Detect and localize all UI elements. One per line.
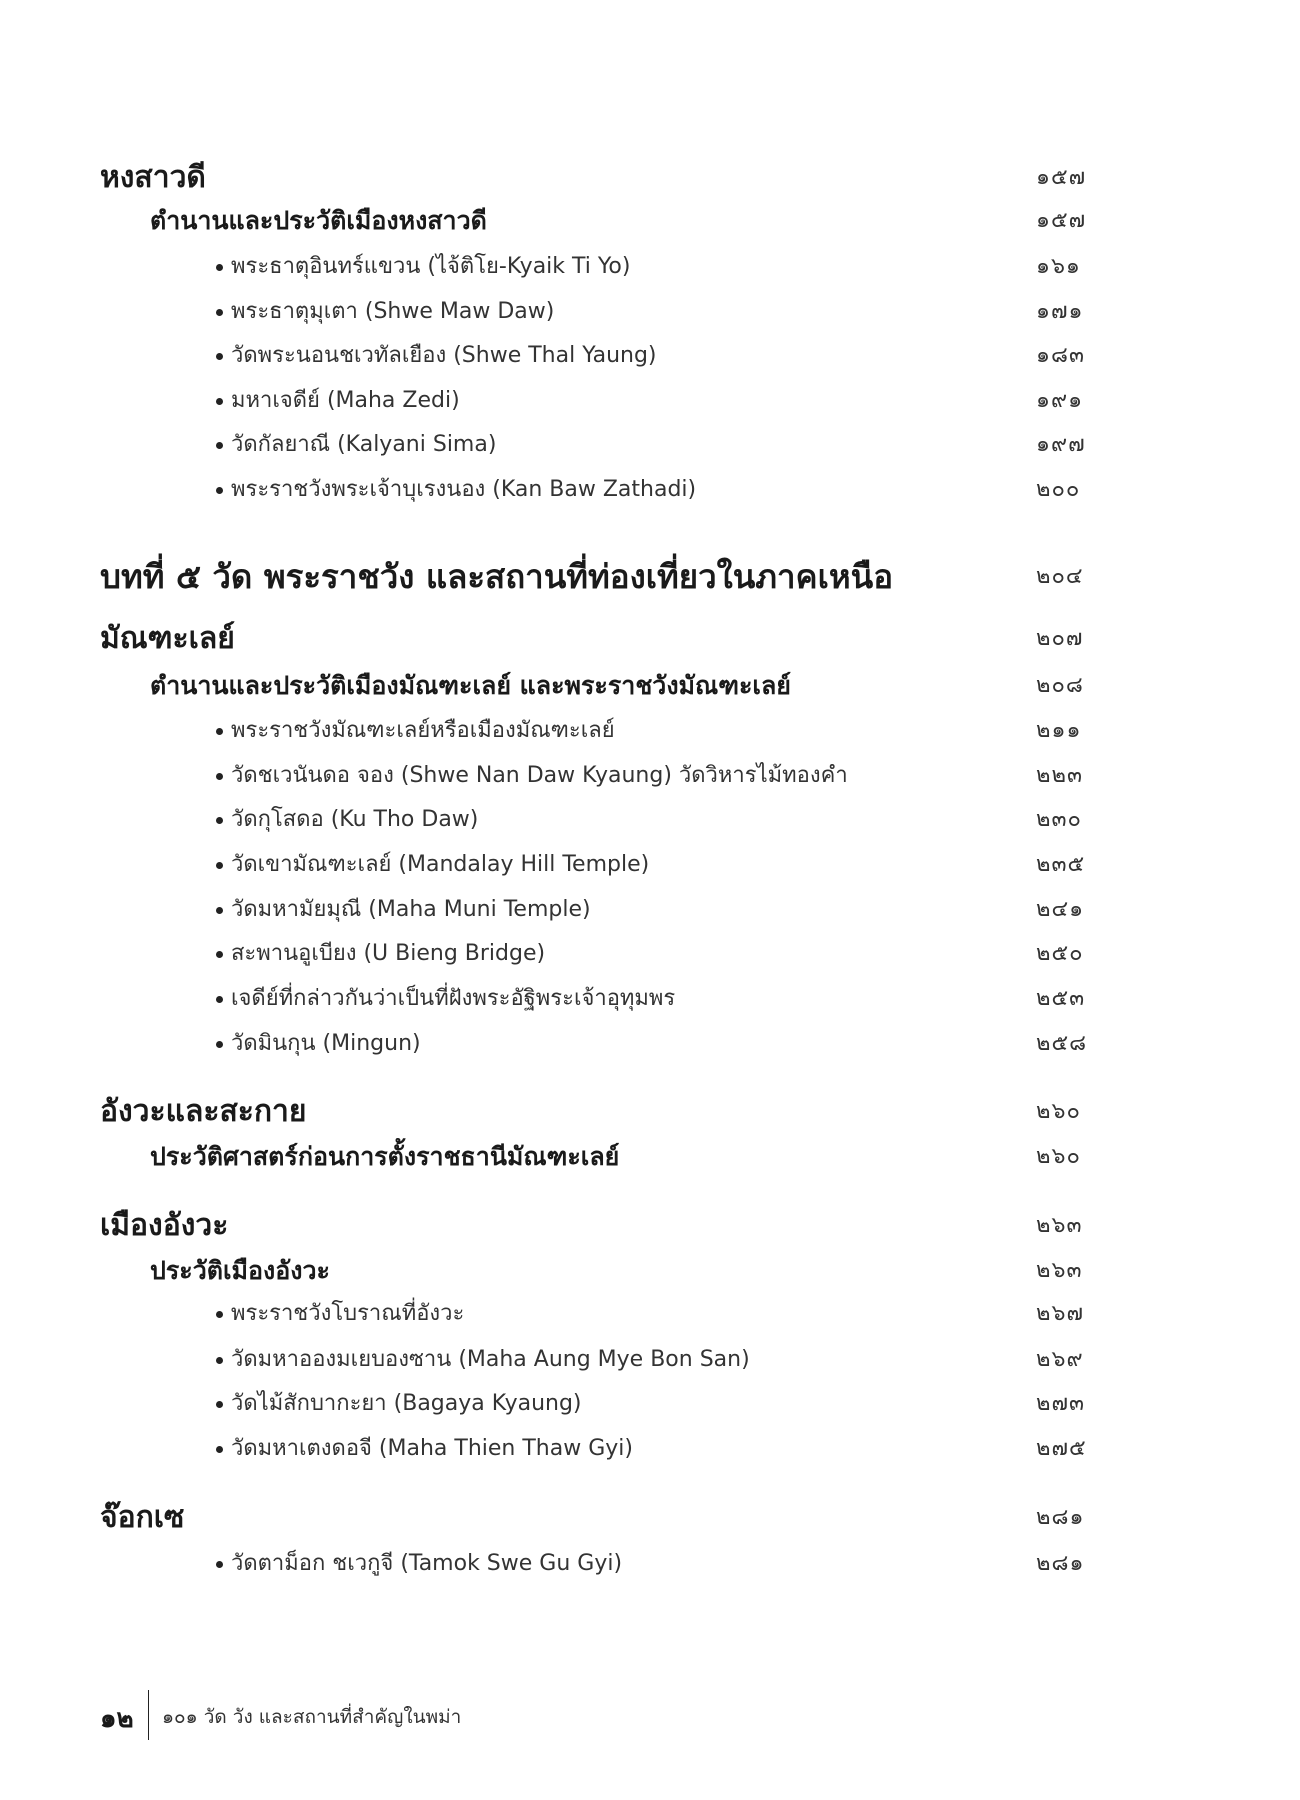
toc-entry-page: ๒๖๐: [1036, 1099, 1081, 1124]
toc-entry-title: มัณฑะเลย์: [100, 621, 235, 656]
toc-entry-page: ๒๓๕: [1036, 852, 1086, 877]
toc-item: [0, 979, 1300, 1019]
toc-entry-title: วัดตาม็อก ชเวกูจี (Tamok Swe Gu Gyi): [216, 1544, 622, 1584]
toc-item: [0, 1340, 1300, 1380]
toc-entry-title: พระธาตุมุเตา (Shwe Maw Daw): [216, 292, 554, 332]
toc-item: [0, 292, 1300, 332]
toc-entry-page: ๒๐๘: [1036, 673, 1084, 698]
toc-section: [0, 1092, 1300, 1132]
toc-entry-page: ๑๕๗: [1036, 208, 1087, 233]
toc-entry-page: ๒๖๗: [1036, 1301, 1085, 1326]
toc-entry-title: สะพานอูเบียง (U Bieng Bridge): [216, 934, 545, 974]
toc-entry-page: ๒๖๐: [1036, 1144, 1081, 1169]
toc-entry-title: บทที่ ๕ วัด พระราชวัง และสถานที่ท่องเที่ยวในภาคเหนือ: [100, 557, 894, 596]
toc-section: [0, 1206, 1300, 1246]
book-title: ๑๐๑ วัด วัง และสถานที่สำคัญในพม่า: [162, 1706, 462, 1728]
toc-item: [0, 934, 1300, 974]
toc-entry-title: วัดชเวนันดอ จอง (Shwe Nan Daw Kyaung) วัดวิหารไม้ทองคำ: [216, 756, 848, 796]
toc-entry-title: วัดกัลยาณี (Kalyani Sima): [216, 425, 496, 465]
toc-entry-title: วัดมหาอองมเยบองซาน (Maha Aung Mye Bon San): [216, 1340, 750, 1380]
toc-section: [0, 619, 1300, 659]
toc-section: [0, 158, 1300, 198]
toc-item: [0, 890, 1300, 930]
toc-item: [0, 711, 1300, 751]
toc-entry-title: ตำนานและประวัติเมืองมัณฑะเลย์ และพระราชวังมัณฑะเลย์: [150, 671, 791, 700]
toc-entry-title: วัดเขามัณฑะเลย์ (Mandalay Hill Temple): [216, 845, 649, 885]
toc-item: [0, 470, 1300, 510]
toc-entry-title: มหาเจดีย์ (Maha Zedi): [216, 381, 460, 421]
toc-entry-page: ๑๕๗: [1036, 165, 1087, 190]
toc-entry-title: ประวัติศาสตร์ก่อนการตั้งราชธานีมัณฑะเลย์: [150, 1142, 620, 1171]
toc-entry-page: ๒๐๗: [1036, 626, 1084, 651]
toc-item: [0, 1024, 1300, 1064]
toc-entry-title: วัดพระนอนชเวทัลเยือง (Shwe Thal Yaung): [216, 336, 657, 376]
toc-item: [0, 1429, 1300, 1469]
toc-item: [0, 1294, 1300, 1334]
toc-entry-title: ประวัติเมืองอังวะ: [150, 1256, 330, 1285]
toc-item: [0, 381, 1300, 421]
toc-entry-title: เจดีย์ที่กล่าวกันว่าเป็นที่ฝังพระอัฐิพระเจ้าอุทุมพร: [216, 979, 675, 1019]
toc-entry-page: ๒๐๔: [1036, 564, 1084, 589]
toc-item: [0, 1384, 1300, 1424]
toc-entry-page: ๒๖๓: [1036, 1213, 1083, 1238]
toc-entry-page: ๒๕๘: [1036, 1031, 1088, 1056]
toc-entry-title: วัดมหาเตงดอจี (Maha Thien Thaw Gyi): [216, 1429, 633, 1469]
toc-entry-page: ๑๖๑: [1036, 254, 1081, 279]
toc-entry-page: ๒๔๑: [1036, 897, 1085, 922]
toc-entry-page: ๑๗๑: [1036, 299, 1084, 324]
toc-entry-page: ๒๕๐: [1036, 941, 1084, 966]
toc-chapter: [0, 557, 1300, 597]
toc-entry-page: ๑๙๑: [1036, 388, 1084, 413]
toc-entry-page: ๒๖๙: [1036, 1347, 1084, 1372]
toc-entry-title: หงสาวดี: [100, 160, 206, 195]
toc-entry-title: วัดไม้สักบากะยา (Bagaya Kyaung): [216, 1384, 582, 1424]
toc-entry-page: ๒๘๑: [1036, 1551, 1085, 1576]
toc-item: [0, 756, 1300, 796]
toc-entry-page: ๒๑๑: [1036, 718, 1082, 743]
toc-entry-title: พระธาตุอินทร์แขวน (ไจ้ติโย-Kyaik Ti Yo): [216, 247, 630, 287]
toc-entry-title: อังวะและสะกาย: [100, 1094, 307, 1129]
toc-section: [0, 1498, 1300, 1538]
toc-entry-page: ๒๖๓: [1036, 1258, 1083, 1283]
toc-entry-page: ๑๙๗: [1036, 432, 1086, 457]
toc-entry-page: ๒๒๓: [1036, 763, 1084, 788]
toc-entry-title: วัดกุโสดอ (Ku Tho Daw): [216, 800, 478, 840]
toc-entry-title: พระราชวังโบราณที่อังวะ: [216, 1294, 464, 1334]
toc-entry-page: ๒๓๐: [1036, 807, 1082, 832]
toc-item: [0, 1544, 1300, 1584]
toc-item: [0, 425, 1300, 465]
toc-subsection: [0, 666, 1300, 706]
toc-subsection: [0, 201, 1300, 241]
toc-entry-page: ๒๗๕: [1036, 1436, 1087, 1461]
toc-entry-page: ๒๘๑: [1036, 1505, 1085, 1530]
toc-entry-title: วัดมินกุน (Mingun): [216, 1024, 421, 1064]
toc-entry-page: ๒๕๓: [1036, 986, 1086, 1011]
toc-entry-title: พระราชวังพระเจ้าบุเรงนอง (Kan Baw Zathadi): [216, 470, 696, 510]
toc-item: [0, 247, 1300, 287]
toc-item: [0, 800, 1300, 840]
toc-entry-page: ๑๘๓: [1036, 343, 1085, 368]
toc-entry-page: ๒๗๓: [1036, 1391, 1086, 1416]
toc-entry-title: จ๊อกเซ: [100, 1500, 185, 1535]
page-number: ๑๒: [100, 1704, 134, 1734]
toc-item: [0, 845, 1300, 885]
toc-entry-title: วัดมหามัยมุณี (Maha Muni Temple): [216, 890, 591, 930]
toc-subsection: [0, 1251, 1300, 1291]
footer-divider: [148, 1690, 149, 1740]
toc-entry-title: พระราชวังมัณฑะเลย์หรือเมืองมัณฑะเลย์: [216, 711, 615, 751]
toc-entry-title: ตำนานและประวัติเมืองหงสาวดี: [150, 206, 487, 235]
toc-entry-title: เมืองอังวะ: [100, 1208, 229, 1243]
toc-entry-page: ๒๐๐: [1036, 477, 1081, 502]
toc-item: [0, 336, 1300, 376]
toc-subsection: [0, 1137, 1300, 1177]
